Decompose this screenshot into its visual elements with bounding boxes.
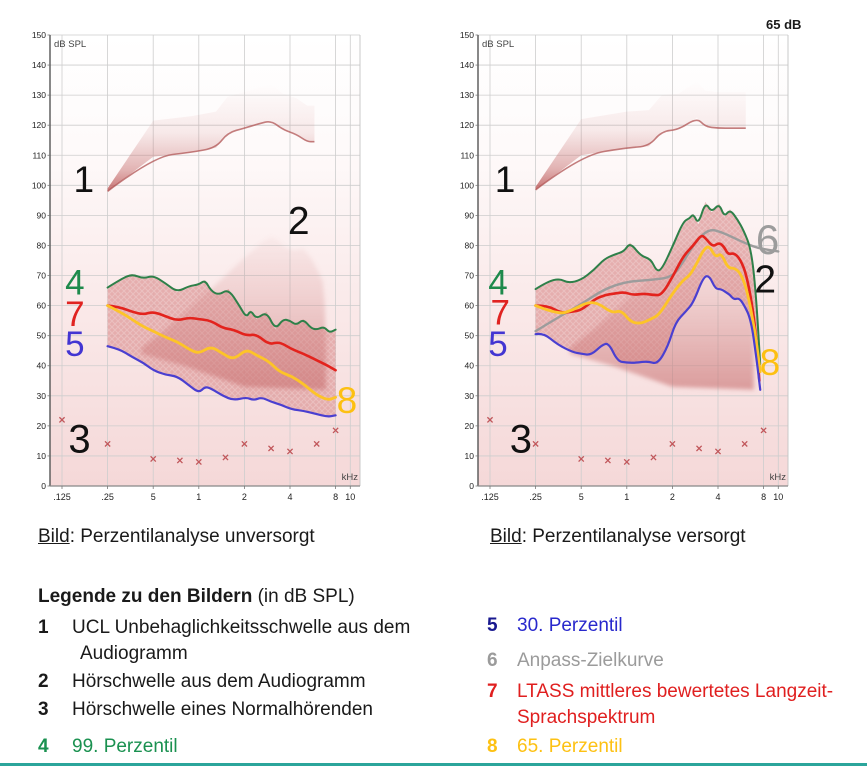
legend-num-8: 8 [487,736,498,757]
legend-heading [38,586,355,608]
curve-number-label-3: 3 [68,417,91,462]
curve-number-label-3: 3 [509,417,533,462]
y-tick-label: 90 [36,210,46,221]
y-tick-label: 80 [36,240,46,251]
input-level-note: 65 dB [766,17,802,32]
y-tick-label: 100 [31,180,46,191]
curve-number-label-5: 5 [488,325,508,365]
curve-number-label-6: 6 [755,215,780,263]
legend-num-6: 6 [487,650,498,671]
legend-text-4: 99. Perzentil [72,736,178,757]
x-axis-unit: kHz [769,472,786,483]
legend-item-1 [38,615,410,667]
legend-text-1-line2: Audiogramm [80,643,188,664]
y-tick-label: 90 [464,210,474,221]
y-tick-label: 130 [459,90,474,101]
x-tick-label: 5 [578,492,584,502]
legend-heading-note: (in dB SPL) [252,586,355,607]
x-tick-label: .25 [101,492,114,502]
chart-percentile-aided [459,27,812,527]
legend-num-7: 7 [487,681,498,702]
legend-num-2: 2 [38,671,49,692]
chart-percentile-unaided [31,27,384,527]
y-tick-label: 60 [464,300,474,311]
x-tick-label: 10 [345,492,356,502]
curve-number-label-4: 4 [65,263,85,303]
curve-number-label-2: 2 [754,258,777,302]
caption-text: : Perzentilanalyse unversorgt [69,526,315,547]
y-axis-unit: dB SPL [54,39,87,50]
legend-num-3: 3 [38,699,49,720]
legend-item-3 [38,697,373,723]
caption-word-bild: Bild [490,526,522,547]
y-tick-label: 140 [31,60,46,71]
legend-num-5: 5 [487,615,498,636]
legend-item-8 [487,734,623,760]
y-axis-unit: dB SPL [482,39,515,50]
legend-text-7-line1: LTASS mittleres bewertetes Langzeit- [517,681,834,702]
curve-number-label-2: 2 [287,199,310,243]
plot-background [50,35,360,486]
y-tick-label: 120 [31,120,46,131]
legend-num-1: 1 [38,617,49,638]
x-tick-label: 4 [287,492,293,502]
caption-unaided [38,526,315,548]
curve-number-label-7: 7 [65,295,85,335]
legend-text-8: 65. Perzentil [517,736,623,757]
y-tick-label: 40 [36,360,46,371]
legend-text-7-line2: Sprachspektrum [517,707,656,728]
y-tick-label: 140 [459,60,474,71]
x-tick-label: 1 [624,492,630,502]
y-tick-label: 0 [469,481,474,491]
y-tick-label: 10 [464,450,474,461]
y-tick-label: 70 [464,270,474,281]
caption-word-bild: Bild [38,526,70,547]
x-tick-label: 5 [150,492,156,502]
legend-item-4 [38,734,178,760]
y-tick-label: 50 [464,330,474,341]
y-tick-label: 80 [464,240,474,251]
legend-heading-bold: Legende zu den Bildern [38,586,253,607]
y-tick-label: 30 [36,390,46,401]
legend-text-6: Anpass-Zielkurve [517,650,664,671]
x-tick-label: 10 [773,492,784,502]
legend-text-3: Hörschwelle eines Normalhörenden [72,699,373,720]
x-tick-label: .125 [53,492,71,502]
legend-text-1-line1: UCL Unbehaglichkeitsschwelle aus dem [72,617,411,638]
legend-text-5: 30. Perzentil [517,615,623,636]
y-tick-label: 20 [36,420,46,431]
y-tick-label: 110 [32,150,46,161]
curve-number-label-8: 8 [336,379,358,421]
x-tick-label: 1 [196,492,202,502]
curve-number-label-5: 5 [65,325,85,365]
curve-number-label-1: 1 [73,158,95,200]
y-tick-label: 150 [459,29,474,40]
x-tick-label: 8 [333,492,339,502]
curve-number-label-8: 8 [759,342,781,384]
caption-text: : Perzentilanalyse versorgt [521,526,746,547]
x-axis-unit: kHz [341,472,358,483]
y-tick-label: 70 [36,270,46,281]
y-tick-label: 110 [460,150,474,161]
y-tick-label: 40 [464,360,474,371]
y-tick-label: 60 [36,300,46,311]
y-tick-label: 130 [31,90,46,101]
y-tick-label: 0 [41,481,46,491]
y-tick-label: 10 [36,450,46,461]
y-tick-label: 50 [36,330,46,341]
legend-item-6 [487,648,664,674]
y-tick-label: 30 [464,390,474,401]
legend-item-2 [38,669,366,695]
y-tick-label: 100 [459,180,474,191]
x-tick-label: 2 [241,492,247,502]
curve-number-label-7: 7 [490,293,510,333]
caption-aided [490,526,746,548]
x-tick-label: .125 [481,492,499,502]
y-tick-label: 20 [464,420,474,431]
curve-number-label-4: 4 [488,263,508,303]
x-tick-label: .25 [529,492,542,502]
legend-item-5 [487,613,623,639]
x-tick-label: 2 [669,492,675,502]
x-tick-label: 4 [715,492,721,502]
legend-num-4: 4 [38,736,49,757]
x-tick-label: 8 [761,492,767,502]
y-tick-label: 150 [31,29,46,40]
legend-text-2: Hörschwelle aus dem Audiogramm [72,671,366,692]
legend-item-7 [487,679,833,731]
curve-number-label-1: 1 [494,158,516,200]
y-tick-label: 120 [459,120,474,131]
